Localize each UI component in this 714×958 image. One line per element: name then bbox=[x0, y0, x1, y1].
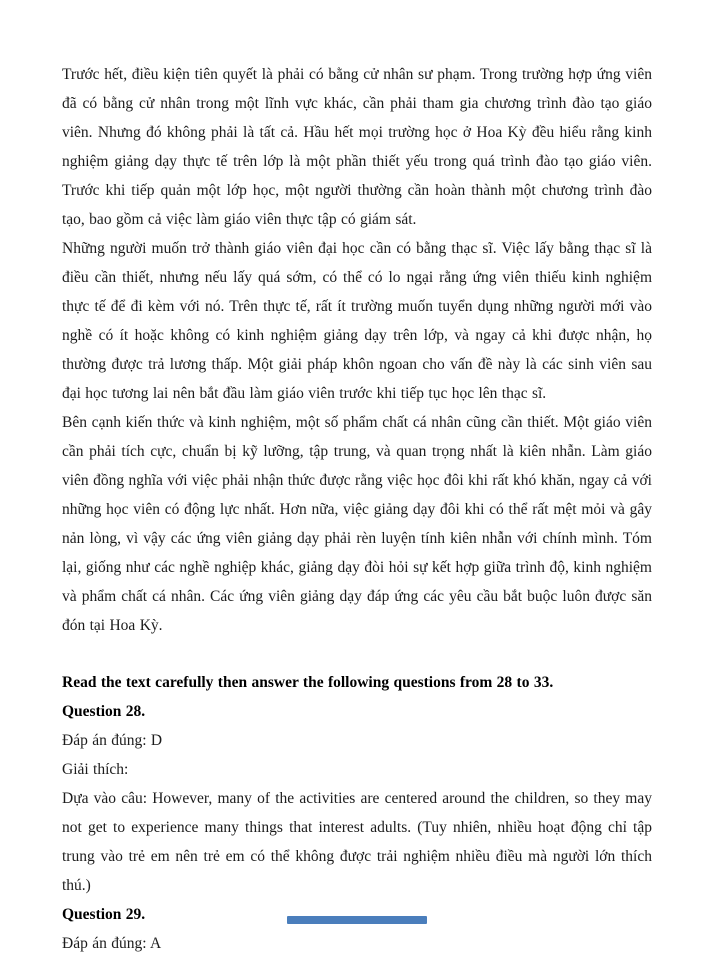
passage-paragraph-3: Bên cạnh kiến thức và kinh nghiệm, một số phẩm chất cá nhân cũng cần thiết. Một giáo viên cần phải tích cực, chuẩn bị kỹ lưỡng, tập trung, và quan trọng nhất là kiên nhẫn. Làm giáo viên đồng nghĩa với việc phải nhận thức được rằng việc học đôi khi rất khó khăn, ngay cả với những học viên có động lực nhất. Hơn nữa, việc giảng dạy đôi khi có thể rất mệt mỏi và gây nản lòng, vì vậy các ứng viên giảng dạy phải rèn luyện tính kiên nhẫn với chính mình. Tóm lại, giống như các nghề nghiệp khác, giảng dạy đòi hỏi sự kết hợp giữa trình độ, kinh nghiệm và phẩm chất cá nhân. Các ứng viên giảng dạy đáp ứng các yêu cầu bắt buộc luôn được săn đón tại Hoa Kỳ. bbox=[62, 414, 652, 634]
page-footer-bar bbox=[287, 916, 427, 924]
question-29-label: Question 29. bbox=[62, 906, 146, 923]
instruction-heading: Read the text carefully then answer the following questions from 28 to 33. bbox=[62, 674, 554, 691]
question-28-answer: Đáp án đúng: D bbox=[62, 732, 163, 749]
passage-paragraph-2: Những người muốn trở thành giáo viên đại học cần có bằng thạc sĩ. Việc lấy bằng thạc sĩ là điều cần thiết, nhưng nếu lấy quá sớm, có thể có lo ngại rằng ứng viên thiếu kinh nghiệm thực tế để đi kèm với nó. Trên thực tế, rất ít trường muốn tuyển dụng những người mới vào nghề có ít hoặc không có kinh nghiệm giảng dạy trên lớp, và ngay cả khi được nhận, họ thường được trả lương thấp. Một giải pháp khôn ngoan cho vấn đề này là các sinh viên sau đại học tương lai nên bắt đầu làm giáo viên trước khi tiếp tục học lên thạc sĩ. bbox=[62, 240, 652, 402]
question-28-explanation: Dựa vào câu: However, many of the activities are centered around the children, so they may not get to experience many things that interest adults. (Tuy nhiên, nhiều hoạt động chỉ tập trung vào trẻ em nên trẻ em có thể không được trải nghiệm nhiều điều mà người lớn thích thú.) bbox=[62, 790, 652, 894]
question-28-explain-label: Giải thích: bbox=[62, 761, 129, 778]
passage-paragraph-1: Trước hết, điều kiện tiên quyết là phải có bằng cử nhân sư phạm. Trong trường hợp ứng viên đã có bằng cử nhân trong một lĩnh vực khác, cần phải tham gia chương trình đào tạo giáo viên. Nhưng đó không phải là tất cả. Hầu hết mọi trường học ở Hoa Kỳ đều hiểu rằng kinh nghiệm giảng dạy thực tế trên lớp là một phần thiết yếu trong quá trình đào tạo giáo viên. Trước khi tiếp quản một lớp học, một người thường cần hoàn thành một chương trình đào tạo, bao gồm cả việc làm giáo viên thực tập có giám sát. bbox=[62, 66, 652, 228]
question-28-label: Question 28. bbox=[62, 703, 146, 720]
question-29-answer: Đáp án đúng: A bbox=[62, 935, 162, 952]
